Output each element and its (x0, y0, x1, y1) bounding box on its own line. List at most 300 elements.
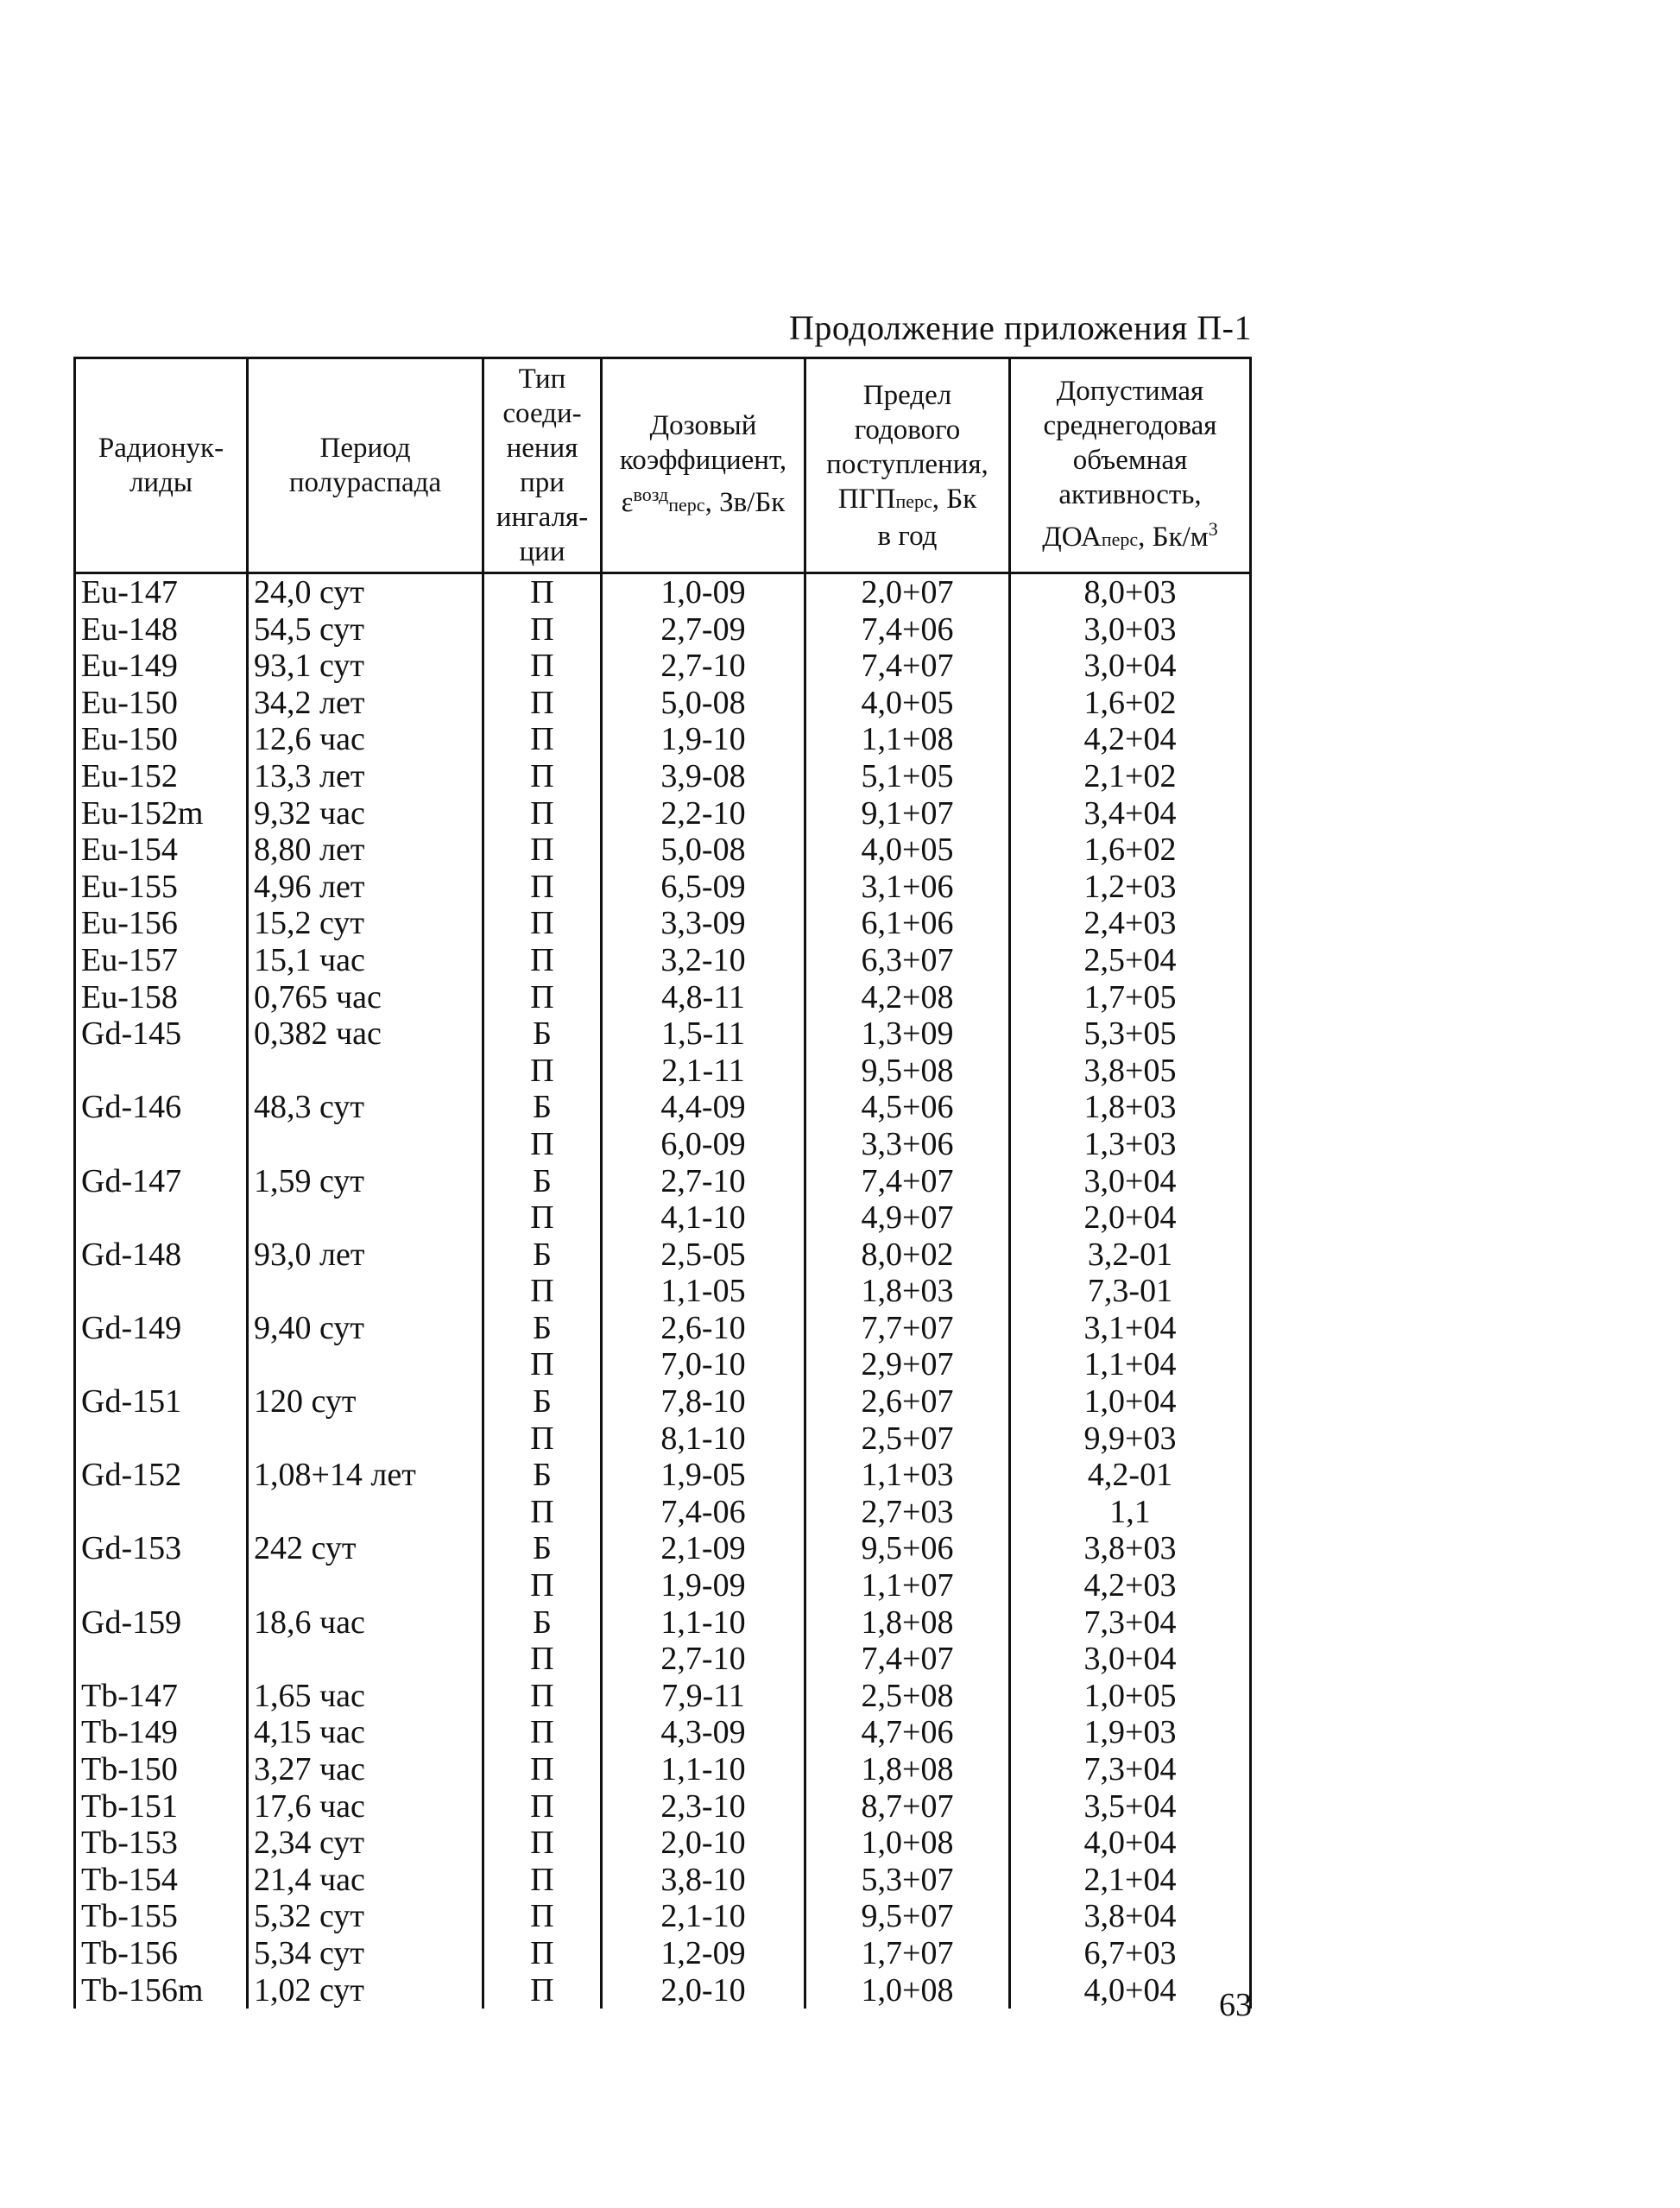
cell-half-life: 3,27 час (248, 1751, 483, 1788)
cell-half-life (248, 1199, 483, 1237)
table-row (75, 1898, 1251, 1935)
cell-compound-type: П (483, 942, 602, 979)
cell-permissible-activity: 3,0+04 (1010, 1163, 1251, 1200)
header-dose-line2: коэффициент, (619, 445, 787, 476)
cell-permissible-activity: 3,8+04 (1010, 1898, 1251, 1935)
cell-dose-coefficient: 1,9-10 (602, 721, 805, 758)
cell-dose-coefficient: 1,5-11 (602, 1015, 805, 1053)
cell-annual-intake-limit: 2,5+08 (805, 1678, 1010, 1715)
header-dose-line1: Дозовый (649, 410, 757, 441)
header-permissible-activity (1010, 358, 1251, 573)
cell-compound-type: П (483, 1420, 602, 1458)
cell-half-life: 120 сут (248, 1383, 483, 1420)
cell-dose-coefficient: 4,4-09 (602, 1089, 805, 1126)
cell-half-life: 93,0 лет (248, 1237, 483, 1274)
header-doa-sub: перс (1101, 528, 1139, 550)
table-row (75, 1604, 1251, 1642)
cell-dose-coefficient: 2,7-10 (602, 1163, 805, 1200)
cell-annual-intake-limit: 4,9+07 (805, 1199, 1010, 1237)
cell-radionuclide: Tb-156 (75, 1935, 248, 1972)
cell-compound-type: Б (483, 1237, 602, 1274)
table-row (75, 1237, 1251, 1274)
cell-permissible-activity: 1,6+02 (1010, 685, 1251, 722)
cell-dose-coefficient: 5,0-08 (602, 832, 805, 869)
header-pgp-line1: Предел (862, 379, 952, 411)
cell-compound-type: П (483, 1862, 602, 1899)
cell-permissible-activity: 3,1+04 (1010, 1310, 1251, 1347)
cell-permissible-activity: 1,2+03 (1010, 869, 1251, 906)
cell-compound-type: Б (483, 1089, 602, 1126)
cell-annual-intake-limit: 6,1+06 (805, 905, 1010, 942)
cell-compound-type: П (483, 1935, 602, 1972)
cell-dose-coefficient: 3,8-10 (602, 1862, 805, 1899)
cell-radionuclide: Eu-157 (75, 942, 248, 979)
cell-dose-coefficient: 3,2-10 (602, 942, 805, 979)
cell-permissible-activity: 3,4+04 (1010, 795, 1251, 832)
cell-annual-intake-limit: 1,1+03 (805, 1457, 1010, 1494)
cell-permissible-activity: 1,7+05 (1010, 979, 1251, 1016)
cell-half-life: 1,65 час (248, 1678, 483, 1715)
cell-compound-type: П (483, 1972, 602, 2009)
cell-annual-intake-limit: 7,7+07 (805, 1310, 1010, 1347)
cell-compound-type: П (483, 721, 602, 758)
cell-annual-intake-limit: 9,5+07 (805, 1898, 1010, 1935)
cell-half-life: 8,80 лет (248, 832, 483, 869)
cell-dose-coefficient: 2,3-10 (602, 1788, 805, 1825)
cell-compound-type: П (483, 1898, 602, 1935)
cell-radionuclide: Gd-145 (75, 1015, 248, 1053)
cell-half-life: 9,40 сут (248, 1310, 483, 1347)
cell-radionuclide: Gd-152 (75, 1457, 248, 1494)
cell-dose-coefficient: 7,0-10 (602, 1346, 805, 1383)
cell-dose-coefficient: 6,0-09 (602, 1126, 805, 1163)
cell-permissible-activity: 2,0+04 (1010, 1199, 1251, 1237)
table-row (75, 648, 1251, 685)
cell-annual-intake-limit: 9,1+07 (805, 795, 1010, 832)
cell-compound-type: П (483, 758, 602, 795)
table-row (75, 1714, 1251, 1751)
header-pgp-line2: годового (854, 414, 961, 446)
table-row (75, 1457, 1251, 1494)
cell-dose-coefficient: 5,0-08 (602, 685, 805, 722)
cell-half-life: 21,4 час (248, 1862, 483, 1899)
cell-annual-intake-limit: 2,5+07 (805, 1420, 1010, 1458)
cell-radionuclide: Eu-149 (75, 648, 248, 685)
cell-radionuclide: Tb-149 (75, 1714, 248, 1751)
cell-compound-type: П (483, 1678, 602, 1715)
header-row (75, 358, 1251, 573)
cell-dose-coefficient: 7,8-10 (602, 1383, 805, 1420)
cell-compound-type: П (483, 979, 602, 1016)
cell-annual-intake-limit: 1,0+08 (805, 1972, 1010, 2009)
table-row (75, 685, 1251, 722)
cell-radionuclide: Tb-151 (75, 1788, 248, 1825)
cell-annual-intake-limit: 2,7+03 (805, 1494, 1010, 1531)
table-row (75, 1053, 1251, 1090)
cell-compound-type: П (483, 648, 602, 685)
table-row (75, 832, 1251, 869)
cell-dose-coefficient: 3,9-08 (602, 758, 805, 795)
cell-half-life: 34,2 лет (248, 685, 483, 722)
cell-dose-coefficient: 7,9-11 (602, 1678, 805, 1715)
cell-radionuclide: Tb-147 (75, 1678, 248, 1715)
cell-compound-type: П (483, 1494, 602, 1531)
cell-dose-coefficient: 1,0-09 (602, 573, 805, 611)
cell-dose-coefficient: 2,1-10 (602, 1898, 805, 1935)
table-row (75, 1383, 1251, 1420)
table-row (75, 573, 1251, 611)
cell-permissible-activity: 3,8+03 (1010, 1530, 1251, 1567)
cell-compound-type: П (483, 1714, 602, 1751)
header-doa-abbr: ДОА (1042, 522, 1102, 553)
table-row (75, 942, 1251, 979)
header-dose-eps: ε (621, 487, 634, 518)
table-row (75, 795, 1251, 832)
table-caption: Продолжение приложения П-1 (788, 308, 1252, 347)
cell-annual-intake-limit: 6,3+07 (805, 942, 1010, 979)
table-row (75, 1972, 1251, 2009)
cell-compound-type: Б (483, 1383, 602, 1420)
cell-half-life: 93,1 сут (248, 648, 483, 685)
cell-radionuclide (75, 1641, 248, 1678)
cell-radionuclide: Gd-148 (75, 1237, 248, 1274)
cell-radionuclide: Tb-154 (75, 1862, 248, 1899)
header-doa-line4: активность, (1058, 479, 1202, 510)
header-dose-sup: возд (633, 484, 669, 505)
cell-annual-intake-limit: 2,9+07 (805, 1346, 1010, 1383)
cell-half-life: 15,1 час (248, 942, 483, 979)
cell-dose-coefficient: 1,1-10 (602, 1604, 805, 1642)
cell-half-life: 4,15 час (248, 1714, 483, 1751)
cell-permissible-activity: 4,2+03 (1010, 1567, 1251, 1604)
table-row (75, 611, 1251, 648)
cell-half-life: 5,34 сут (248, 1935, 483, 1972)
cell-annual-intake-limit: 1,8+03 (805, 1273, 1010, 1310)
cell-permissible-activity: 7,3+04 (1010, 1604, 1251, 1642)
cell-permissible-activity: 7,3-01 (1010, 1273, 1251, 1310)
cell-dose-coefficient: 2,1-09 (602, 1530, 805, 1567)
table-body (75, 573, 1251, 2009)
table-row (75, 1530, 1251, 1567)
cell-radionuclide: Eu-147 (75, 573, 248, 611)
cell-half-life: 17,6 час (248, 1788, 483, 1825)
cell-radionuclide: Eu-158 (75, 979, 248, 1016)
cell-annual-intake-limit: 1,8+08 (805, 1604, 1010, 1642)
cell-dose-coefficient: 1,9-09 (602, 1567, 805, 1604)
cell-radionuclide (75, 1494, 248, 1531)
header-annual-intake-limit (805, 358, 1010, 573)
cell-permissible-activity: 1,1 (1010, 1494, 1251, 1531)
table-row (75, 1567, 1251, 1604)
cell-radionuclide: Eu-156 (75, 905, 248, 942)
cell-annual-intake-limit: 9,5+06 (805, 1530, 1010, 1567)
cell-compound-type: П (483, 1346, 602, 1383)
cell-compound-type: Б (483, 1530, 602, 1567)
cell-dose-coefficient: 1,1-10 (602, 1751, 805, 1788)
cell-dose-coefficient: 1,1-05 (602, 1273, 805, 1310)
cell-permissible-activity: 1,1+04 (1010, 1346, 1251, 1383)
cell-dose-coefficient: 2,0-10 (602, 1972, 805, 2009)
cell-dose-coefficient: 1,9-05 (602, 1457, 805, 1494)
cell-permissible-activity: 1,6+02 (1010, 832, 1251, 869)
cell-radionuclide: Gd-151 (75, 1383, 248, 1420)
cell-compound-type: П (483, 905, 602, 942)
cell-radionuclide: Tb-153 (75, 1825, 248, 1862)
cell-permissible-activity: 7,3+04 (1010, 1751, 1251, 1788)
cell-radionuclide: Eu-154 (75, 832, 248, 869)
table-row (75, 1420, 1251, 1458)
cell-annual-intake-limit: 4,0+05 (805, 832, 1010, 869)
cell-compound-type: П (483, 611, 602, 648)
cell-permissible-activity: 4,0+04 (1010, 1825, 1251, 1862)
cell-annual-intake-limit: 1,3+09 (805, 1015, 1010, 1053)
cell-radionuclide: Gd-153 (75, 1530, 248, 1567)
table-row (75, 1788, 1251, 1825)
cell-half-life: 242 сут (248, 1530, 483, 1567)
header-pgp-unit: , Бк (932, 483, 977, 515)
table-row (75, 1273, 1251, 1310)
cell-annual-intake-limit: 8,0+02 (805, 1237, 1010, 1274)
cell-half-life (248, 1346, 483, 1383)
table-row (75, 1089, 1251, 1126)
cell-half-life: 1,08+14 лет (248, 1457, 483, 1494)
cell-half-life: 13,3 лет (248, 758, 483, 795)
cell-radionuclide: Eu-152 (75, 758, 248, 795)
cell-half-life: 12,6 час (248, 721, 483, 758)
cell-permissible-activity: 9,9+03 (1010, 1420, 1251, 1458)
cell-radionuclide (75, 1199, 248, 1237)
cell-radionuclide (75, 1126, 248, 1163)
cell-permissible-activity: 2,1+04 (1010, 1862, 1251, 1899)
cell-compound-type: П (483, 573, 602, 611)
header-doa-line3: объемная (1072, 445, 1188, 476)
header-dose-coefficient (602, 358, 805, 573)
radionuclide-table (73, 357, 1252, 2009)
cell-compound-type: П (483, 1199, 602, 1237)
cell-half-life: 5,32 сут (248, 1898, 483, 1935)
cell-compound-type: П (483, 1825, 602, 1862)
cell-half-life: 0,765 час (248, 979, 483, 1016)
cell-compound-type: Б (483, 1310, 602, 1347)
cell-annual-intake-limit: 1,0+08 (805, 1825, 1010, 1862)
cell-dose-coefficient: 2,2-10 (602, 795, 805, 832)
cell-compound-type: П (483, 685, 602, 722)
cell-annual-intake-limit: 7,4+06 (805, 611, 1010, 648)
cell-compound-type: П (483, 869, 602, 906)
table-row (75, 979, 1251, 1016)
cell-permissible-activity: 4,0+04 (1010, 1972, 1251, 2009)
cell-dose-coefficient: 4,1-10 (602, 1199, 805, 1237)
cell-annual-intake-limit: 9,5+08 (805, 1053, 1010, 1090)
cell-radionuclide: Eu-148 (75, 611, 248, 648)
cell-dose-coefficient: 1,2-09 (602, 1935, 805, 1972)
table-row (75, 1163, 1251, 1200)
cell-half-life: 0,382 час (248, 1015, 483, 1053)
cell-radionuclide (75, 1346, 248, 1383)
header-doa-unit: , Бк/м (1138, 522, 1209, 553)
cell-permissible-activity: 1,0+05 (1010, 1678, 1251, 1715)
table-row (75, 1310, 1251, 1347)
cell-permissible-activity: 3,8+05 (1010, 1053, 1251, 1090)
cell-radionuclide: Tb-150 (75, 1751, 248, 1788)
cell-dose-coefficient: 2,5-05 (602, 1237, 805, 1274)
cell-half-life: 48,3 сут (248, 1089, 483, 1126)
cell-half-life: 18,6 час (248, 1604, 483, 1642)
table-row (75, 758, 1251, 795)
cell-annual-intake-limit: 1,1+07 (805, 1567, 1010, 1604)
table-row (75, 1015, 1251, 1053)
cell-half-life: 24,0 сут (248, 573, 483, 611)
header-pgp-sub: перс (895, 490, 932, 512)
table-row (75, 1199, 1251, 1237)
header-doa-sup: 3 (1208, 518, 1218, 540)
cell-half-life (248, 1273, 483, 1310)
cell-compound-type: П (483, 1126, 602, 1163)
cell-permissible-activity: 3,0+04 (1010, 648, 1251, 685)
cell-dose-coefficient: 4,3-09 (602, 1714, 805, 1751)
cell-half-life (248, 1567, 483, 1604)
cell-radionuclide: Gd-159 (75, 1604, 248, 1642)
cell-half-life: 9,32 час (248, 795, 483, 832)
cell-compound-type: П (483, 832, 602, 869)
header-pgp-abbr: ПГП (837, 483, 896, 515)
table-row (75, 721, 1251, 758)
cell-radionuclide: Eu-155 (75, 869, 248, 906)
cell-annual-intake-limit: 8,7+07 (805, 1788, 1010, 1825)
cell-radionuclide: Eu-152m (75, 795, 248, 832)
table-row (75, 1825, 1251, 1862)
cell-permissible-activity: 1,8+03 (1010, 1089, 1251, 1126)
header-dose-unit: , Зв/Бк (704, 487, 786, 518)
cell-dose-coefficient: 3,3-09 (602, 905, 805, 942)
cell-permissible-activity: 2,5+04 (1010, 942, 1251, 979)
cell-radionuclide: Tb-155 (75, 1898, 248, 1935)
header-compound-type: Тип соеди-нения при ингаля-ции (483, 358, 602, 573)
cell-radionuclide: Tb-156m (75, 1972, 248, 2009)
table-row (75, 1126, 1251, 1163)
cell-compound-type: П (483, 795, 602, 832)
cell-annual-intake-limit: 5,1+05 (805, 758, 1010, 795)
cell-radionuclide: Gd-147 (75, 1163, 248, 1200)
cell-radionuclide: Gd-149 (75, 1310, 248, 1347)
cell-half-life (248, 1420, 483, 1458)
cell-permissible-activity: 3,2-01 (1010, 1237, 1251, 1274)
cell-dose-coefficient: 2,6-10 (602, 1310, 805, 1347)
table-row (75, 1935, 1251, 1972)
cell-permissible-activity: 3,0+03 (1010, 611, 1251, 648)
cell-permissible-activity: 4,2-01 (1010, 1457, 1251, 1494)
cell-dose-coefficient: 4,8-11 (602, 979, 805, 1016)
header-pgp-line3: поступления, (826, 448, 988, 480)
header-doa-line2: среднегодовая (1043, 410, 1217, 441)
table-row (75, 1641, 1251, 1678)
cell-annual-intake-limit: 1,1+08 (805, 721, 1010, 758)
cell-annual-intake-limit: 1,8+08 (805, 1751, 1010, 1788)
cell-radionuclide: Eu-150 (75, 721, 248, 758)
table-row (75, 1346, 1251, 1383)
cell-compound-type: Б (483, 1015, 602, 1053)
cell-dose-coefficient: 7,4-06 (602, 1494, 805, 1531)
cell-compound-type: П (483, 1053, 602, 1090)
cell-dose-coefficient: 2,7-10 (602, 1641, 805, 1678)
cell-half-life: 15,2 сут (248, 905, 483, 942)
cell-annual-intake-limit: 1,7+07 (805, 1935, 1010, 1972)
cell-annual-intake-limit: 7,4+07 (805, 648, 1010, 685)
cell-half-life (248, 1641, 483, 1678)
cell-compound-type: П (483, 1641, 602, 1678)
table-row (75, 869, 1251, 906)
cell-half-life: 1,02 сут (248, 1972, 483, 2009)
cell-permissible-activity: 1,0+04 (1010, 1383, 1251, 1420)
header-pgp-line5: в год (877, 520, 938, 552)
cell-annual-intake-limit: 7,4+07 (805, 1163, 1010, 1200)
cell-compound-type: Б (483, 1457, 602, 1494)
cell-permissible-activity: 6,7+03 (1010, 1935, 1251, 1972)
cell-annual-intake-limit: 2,6+07 (805, 1383, 1010, 1420)
cell-compound-type: П (483, 1751, 602, 1788)
cell-radionuclide: Gd-146 (75, 1089, 248, 1126)
cell-half-life (248, 1126, 483, 1163)
table-row (75, 905, 1251, 942)
table-row (75, 1751, 1251, 1788)
cell-half-life: 54,5 сут (248, 611, 483, 648)
cell-annual-intake-limit: 3,3+06 (805, 1126, 1010, 1163)
cell-radionuclide: Eu-150 (75, 685, 248, 722)
header-radionuclides: Радионук-лиды (75, 358, 248, 573)
page-number: 63 (1219, 1987, 1252, 2023)
cell-radionuclide (75, 1053, 248, 1090)
cell-half-life: 4,96 лет (248, 869, 483, 906)
cell-half-life (248, 1494, 483, 1531)
cell-permissible-activity: 2,1+02 (1010, 758, 1251, 795)
cell-annual-intake-limit: 5,3+07 (805, 1862, 1010, 1899)
cell-permissible-activity: 1,3+03 (1010, 1126, 1251, 1163)
cell-dose-coefficient: 2,1-11 (602, 1053, 805, 1090)
cell-annual-intake-limit: 2,0+07 (805, 573, 1010, 611)
cell-annual-intake-limit: 4,5+06 (805, 1089, 1010, 1126)
cell-compound-type: Б (483, 1163, 602, 1200)
cell-half-life: 1,59 сут (248, 1163, 483, 1200)
cell-half-life: 2,34 сут (248, 1825, 483, 1862)
cell-radionuclide (75, 1420, 248, 1458)
cell-half-life (248, 1053, 483, 1090)
cell-permissible-activity: 8,0+03 (1010, 573, 1251, 611)
cell-permissible-activity: 5,3+05 (1010, 1015, 1251, 1053)
cell-radionuclide (75, 1567, 248, 1604)
cell-annual-intake-limit: 4,2+08 (805, 979, 1010, 1016)
cell-permissible-activity: 1,9+03 (1010, 1714, 1251, 1751)
cell-permissible-activity: 3,0+04 (1010, 1641, 1251, 1678)
cell-compound-type: П (483, 1273, 602, 1310)
table-row (75, 1678, 1251, 1715)
header-doa-line1: Допустимая (1056, 376, 1204, 407)
cell-dose-coefficient: 2,7-09 (602, 611, 805, 648)
cell-annual-intake-limit: 3,1+06 (805, 869, 1010, 906)
cell-compound-type: П (483, 1567, 602, 1604)
cell-permissible-activity: 3,5+04 (1010, 1788, 1251, 1825)
cell-dose-coefficient: 2,0-10 (602, 1825, 805, 1862)
cell-annual-intake-limit: 4,7+06 (805, 1714, 1010, 1751)
cell-dose-coefficient: 2,7-10 (602, 648, 805, 685)
cell-annual-intake-limit: 4,0+05 (805, 685, 1010, 722)
cell-dose-coefficient: 6,5-09 (602, 869, 805, 906)
cell-permissible-activity: 2,4+03 (1010, 905, 1251, 942)
cell-compound-type: Б (483, 1604, 602, 1642)
cell-dose-coefficient: 8,1-10 (602, 1420, 805, 1458)
cell-annual-intake-limit: 7,4+07 (805, 1641, 1010, 1678)
header-dose-sub: перс (668, 494, 705, 516)
cell-permissible-activity: 4,2+04 (1010, 721, 1251, 758)
